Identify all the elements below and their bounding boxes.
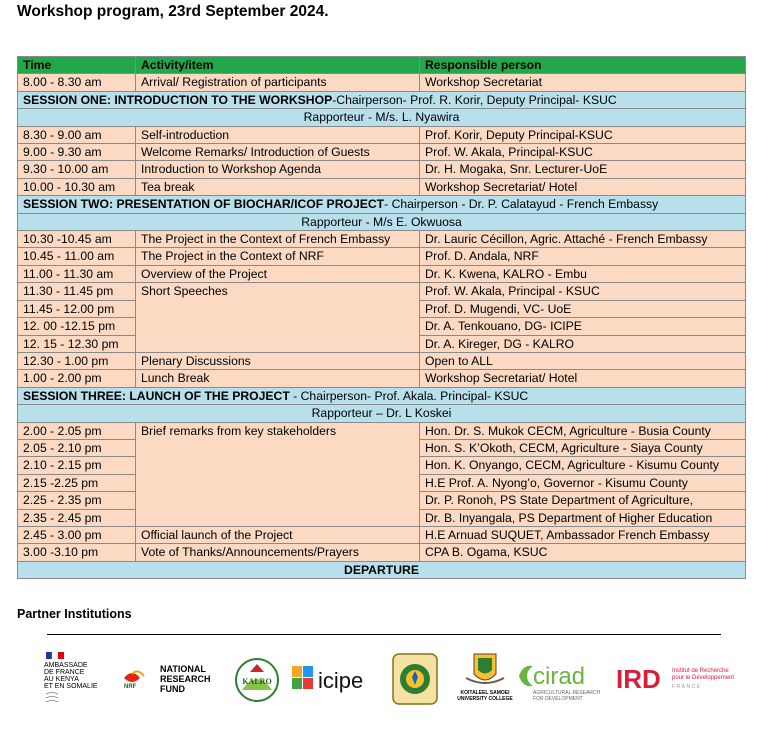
svg-text:KOITALEEL SAMOEI: KOITALEEL SAMOEI xyxy=(460,690,510,696)
person-cell: Prof. Korir, Deputy Principal-KSUC xyxy=(420,126,746,143)
activity-cell: Tea break xyxy=(136,178,420,195)
time-cell: 2.35 - 2.45 pm xyxy=(18,509,136,526)
time-cell: 9.30 - 10.00 am xyxy=(18,161,136,178)
activity-cell: Self-introduction xyxy=(136,126,420,143)
time-cell: 12. 00 -12.15 pm xyxy=(18,318,136,335)
session-three-title-row xyxy=(18,387,746,404)
session-three-head: SESSION THREE: LAUNCH OF THE PROJECT xyxy=(23,388,290,403)
person-cell: H.E Arnuad SUQUET, Ambassador French Embassy xyxy=(420,526,746,543)
table-row xyxy=(18,283,746,300)
svg-text:Institut de Recherche: Institut de Recherche xyxy=(672,668,729,674)
svg-text:IRD: IRD xyxy=(616,664,661,694)
table-row xyxy=(18,526,746,543)
session-two-head: SESSION TWO: PRESENTATION OF BIOCHAR/ICOF PROJECT xyxy=(23,197,385,212)
activity-cell: Welcome Remarks/ Introduction of Guests xyxy=(136,144,420,161)
departure-row xyxy=(18,561,746,578)
icipe-logo xyxy=(290,648,376,710)
person-cell: Prof. D. Andala, NRF xyxy=(420,248,746,265)
svg-text:icipe: icipe xyxy=(318,668,364,693)
session-one-rapporteur: Rapporteur - M/s. L. Nyawira xyxy=(18,109,746,126)
person-cell: Open to ALL xyxy=(420,352,746,369)
session-one-head: SESSION ONE: INTRODUCTION TO THE WORKSHOP xyxy=(23,92,333,107)
table-row xyxy=(18,231,746,248)
activity-cell: Vote of Thanks/Announcements/Prayers xyxy=(136,544,420,561)
person-cell: Workshop Secretariat/ Hotel xyxy=(420,370,746,387)
table-row xyxy=(18,126,746,143)
table-row xyxy=(18,144,746,161)
activity-cell: Lunch Break xyxy=(136,370,420,387)
time-cell: 3.00 -3.10 pm xyxy=(18,544,136,561)
time-cell: 2.10 - 2.15 pm xyxy=(18,457,136,474)
table-row xyxy=(18,422,746,439)
svg-text:FOR DEVELOPMENT: FOR DEVELOPMENT xyxy=(533,696,583,702)
activity-cell: The Project in the Context of NRF xyxy=(136,248,420,265)
session-one-title-row xyxy=(18,91,746,108)
svg-text:RESEARCH: RESEARCH xyxy=(160,674,211,684)
activity-cell: Short Speeches xyxy=(136,283,420,353)
person-cell: CPA B. Ogama, KSUC xyxy=(420,544,746,561)
person-cell: Dr. A. Kireger, DG - KALRO xyxy=(420,335,746,352)
activity-cell: Overview of the Project xyxy=(136,265,420,282)
svg-text:UNIVERSITY COLLEGE: UNIVERSITY COLLEGE xyxy=(457,696,513,702)
table-row xyxy=(18,248,746,265)
person-cell: H.E Prof. A. Nyong’o, Governor - Kisumu County xyxy=(420,474,746,491)
kalro-logo xyxy=(232,648,282,710)
session-one-rapporteur-row xyxy=(18,109,746,126)
person-cell: Prof. D. Mugendi, VC- UoE xyxy=(420,300,746,317)
time-cell: 10.45 - 11.00 am xyxy=(18,248,136,265)
svg-text:NRF: NRF xyxy=(124,684,137,690)
time-cell: 2.25 - 2.35 pm xyxy=(18,492,136,509)
divider-line xyxy=(47,634,721,635)
activity-cell: The Project in the Context of French Embassy xyxy=(136,231,420,248)
session-three-rapporteur: Rapporteur – Dr. L Koskei xyxy=(18,405,746,422)
activity-cell: Official launch of the Project xyxy=(136,526,420,543)
crest-logo xyxy=(390,648,440,710)
session-three-rapporteur-row xyxy=(18,405,746,422)
svg-text:FRANCE: FRANCE xyxy=(672,684,702,690)
session-two-chair: - Chairperson - Dr. P. Calatayud - French Embassy xyxy=(384,197,659,212)
svg-text:DE FRANCE: DE FRANCE xyxy=(44,669,85,676)
table-row xyxy=(18,544,746,561)
person-cell: Dr. Lauric Cécillon, Agric. Attaché - French Embassy xyxy=(420,231,746,248)
person-cell: Dr. P. Ronoh, PS State Department of Agriculture, xyxy=(420,492,746,509)
activity-cell: Plenary Discussions xyxy=(136,352,420,369)
time-cell: 8.00 - 8.30 am xyxy=(18,74,136,91)
header-person: Responsible person xyxy=(420,57,746,74)
person-cell: Hon. S. K’Okoth, CECM, Agriculture - Siaya County xyxy=(420,439,746,456)
time-cell: 11.30 - 11.45 pm xyxy=(18,283,136,300)
time-cell: 10.30 -10.45 am xyxy=(18,231,136,248)
person-cell: Hon. K. Onyango, CECM, Agriculture - Kisumu County xyxy=(420,457,746,474)
svg-text:NATIONAL: NATIONAL xyxy=(160,664,206,674)
svg-text:pour le Développement: pour le Développement xyxy=(672,675,735,681)
cirad-logo xyxy=(515,648,607,710)
person-cell: Workshop Secretariat/ Hotel xyxy=(420,178,746,195)
time-cell: 1.00 - 2.00 pm xyxy=(18,370,136,387)
person-cell: Dr. H. Mogaka, Snr. Lecturer-UoE xyxy=(420,161,746,178)
table-row xyxy=(18,161,746,178)
svg-text:KALRO: KALRO xyxy=(242,677,272,686)
svg-text:ET EN SOMALIE: ET EN SOMALIE xyxy=(44,683,98,690)
svg-text:FUND: FUND xyxy=(160,684,185,694)
svg-text:AMBASSADE: AMBASSADE xyxy=(44,662,88,669)
table-row xyxy=(18,178,746,195)
table-row xyxy=(18,370,746,387)
session-one-chair: -Chairperson- Prof. R. Korir, Deputy Principal- KSUC xyxy=(332,92,617,107)
partners-heading: Partner Institutions xyxy=(17,607,132,621)
french-embassy-logo xyxy=(40,648,110,710)
activity-cell: Brief remarks from key stakeholders xyxy=(136,422,420,526)
table-row xyxy=(18,352,746,369)
table-row xyxy=(18,265,746,282)
table-header-row xyxy=(18,57,746,74)
header-activity: Activity/item xyxy=(136,57,420,74)
table-row xyxy=(18,74,746,91)
svg-text:AGRICULTURAL RESEARCH: AGRICULTURAL RESEARCH xyxy=(533,690,601,696)
person-cell: Dr. B. Inyangala, PS Department of Higher Education xyxy=(420,509,746,526)
person-cell: Workshop Secretariat xyxy=(420,74,746,91)
departure-cell: DEPARTURE xyxy=(18,561,746,578)
activity-cell: Arrival/ Registration of participants xyxy=(136,74,420,91)
time-cell: 2.15 -2.25 pm xyxy=(18,474,136,491)
session-two-rapporteur: Rapporteur - M/s E. Okwuosa xyxy=(18,213,746,230)
ksuc-logo xyxy=(452,648,518,710)
nrf-logo xyxy=(120,648,216,710)
time-cell: 9.00 - 9.30 am xyxy=(18,144,136,161)
header-time: Time xyxy=(18,57,136,74)
ird-logo xyxy=(614,648,735,710)
time-cell: 2.45 - 3.00 pm xyxy=(18,526,136,543)
person-cell: Prof. W. Akala, Principal-KSUC xyxy=(420,144,746,161)
page-title: Workshop program, 23rd September 2024. xyxy=(17,3,329,20)
time-cell: 11.45 - 12.00 pm xyxy=(18,300,136,317)
person-cell: Dr. K. Kwena, KALRO - Embu xyxy=(420,265,746,282)
session-two-title-row xyxy=(18,196,746,213)
time-cell: 2.00 - 2.05 pm xyxy=(18,422,136,439)
time-cell: 10.00 - 10.30 am xyxy=(18,178,136,195)
person-cell: Dr. A. Tenkouano, DG- ICIPE xyxy=(420,318,746,335)
time-cell: 2.05 - 2.10 pm xyxy=(18,439,136,456)
partner-logos xyxy=(40,648,740,718)
session-two-rapporteur-row xyxy=(18,213,746,230)
person-cell: Hon. Dr. S. Mukok CECM, Agriculture - Busia County xyxy=(420,422,746,439)
person-cell: Prof. W. Akala, Principal - KSUC xyxy=(420,283,746,300)
activity-cell: Introduction to Workshop Agenda xyxy=(136,161,420,178)
time-cell: 8.30 - 9.00 am xyxy=(18,126,136,143)
time-cell: 11.00 - 11.30 am xyxy=(18,265,136,282)
session-three-chair: - Chairperson- Prof. Akala. Principal- KSUC xyxy=(289,388,529,403)
svg-text:cirad: cirad xyxy=(533,663,586,690)
time-cell: 12. 15 - 12.30 pm xyxy=(18,335,136,352)
program-table xyxy=(17,56,746,579)
svg-text:AU KENYA: AU KENYA xyxy=(44,676,79,683)
time-cell: 12.30 - 1.00 pm xyxy=(18,352,136,369)
